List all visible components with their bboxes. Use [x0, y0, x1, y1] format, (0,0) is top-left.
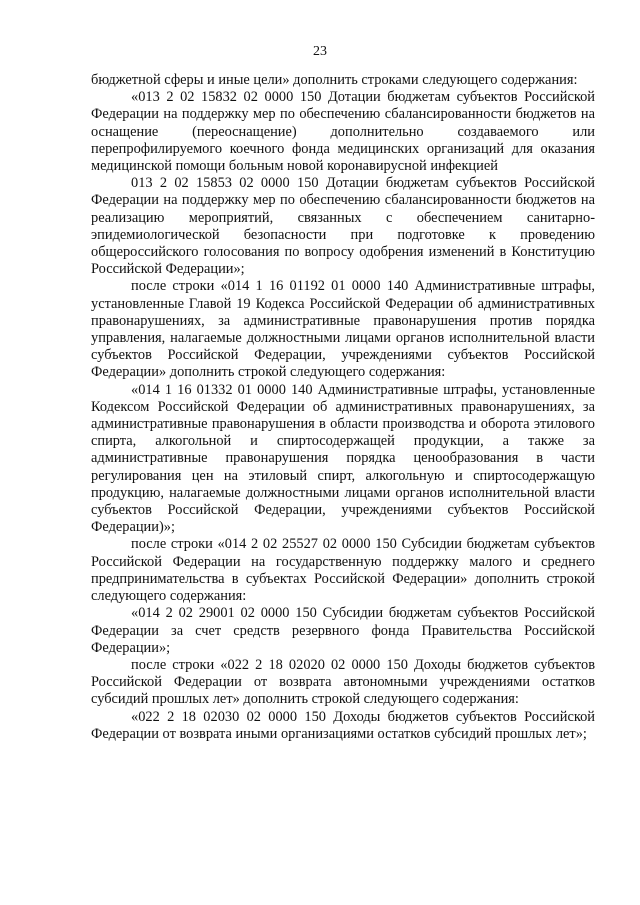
paragraph: «014 1 16 01332 01 0000 140 Административные штрафы, установленные Кодексом Российской Федерации об административных правонарушениях, за административные правонарушения в области производства и оборота этилового спирта, алкогольной и спиртосодержащей продукции, а также за административные правонарушения порядка ценообразования в части регулирования цен на этиловый спирт, алкогольную и спиртосодержащую продукцию, налагаемые должностными лицами органов исполнительной власти субъектов Российской Федерации, учреждениями субъектов Российской Федерации)»;	[91, 381, 595, 536]
paragraph: 013 2 02 15853 02 0000 150 Дотации бюджетам субъектов Российской Федерации на поддержку мер по обеспечению сбалансированности бюджетов на реализацию мероприятий, связанных с обеспечением санитарно-эпидемиологической безопасности при подготовке к проведению общероссийского голосования по вопросу одобрения изменений в Конституцию Российской Федерации»;	[91, 175, 595, 278]
paragraph: «022 2 18 02030 02 0000 150 Доходы бюджетов субъектов Российской Федерации от возврата иными организациями остатков субсидий прошлых лет»;	[91, 708, 595, 742]
paragraph: после строки «022 2 18 02020 02 0000 150 Доходы бюджетов субъектов Российской Федерации от возврата автономными учреждениями остатков субсидий прошлых лет» дополнить строкой следующего содержания:	[91, 656, 595, 708]
paragraph: «014 2 02 29001 02 0000 150 Субсидии бюджетам субъектов Российской Федерации за счет средств резервного фонда Правительства Российской Федерации»;	[91, 605, 595, 656]
paragraph: бюджетной сферы и иные цели» дополнить строками следующего содержания:	[91, 72, 578, 88]
paragraph: «013 2 02 15832 02 0000 150 Дотации бюджетам субъектов Российской Федерации на поддержку мер по обеспечению сбалансированности бюджетов на оснащение (переоснащение) дополнительно создаваемого или перепрофилируемого коечного фонда медицинских организаций для оказания медицинской помощи больным новой коронавирусной инфекцией	[91, 89, 595, 175]
page-number: 23	[313, 44, 327, 59]
document-body	[91, 72, 595, 743]
paragraph: после строки «014 1 16 01192 01 0000 140 Административные штрафы, установленные Главой 19 Кодекса Российской Федерации об административных правонарушениях, за административные правонарушения против порядка управления, налагаемые должностными лицами органов исполнительной власти субъектов Российской Федерации, учреждениями субъектов Российской Федерации» дополнить строкой следующего содержания:	[91, 278, 595, 381]
paragraph: после строки «014 2 02 25527 02 0000 150 Субсидии бюджетам субъектов Российской Федерации на государственную поддержку малого и среднего предпринимательства в субъектах Российской Федерации» дополнить строкой следующего содержания:	[91, 536, 595, 605]
